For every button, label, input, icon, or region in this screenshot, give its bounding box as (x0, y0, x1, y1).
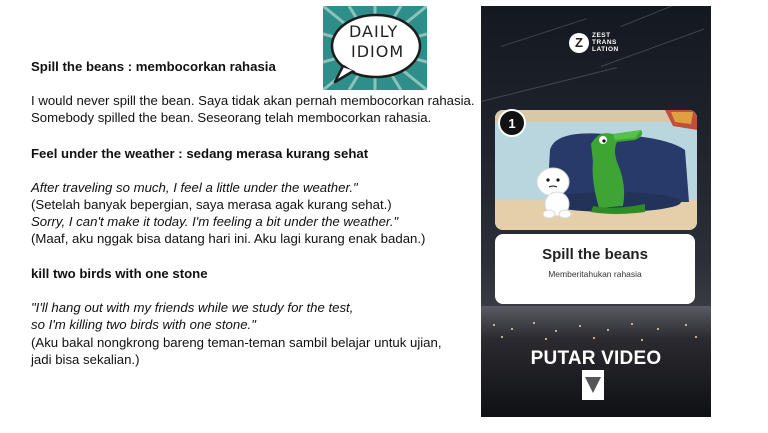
idiom-card (495, 234, 695, 304)
play-video-button[interactable] (582, 370, 604, 400)
city-light (555, 330, 557, 332)
meteor-streak (481, 67, 617, 102)
brand-name-line: LATION (592, 46, 619, 53)
brand-name-line: TRANS (592, 39, 617, 46)
play-video-label[interactable]: PUTAR VIDEO (530, 348, 662, 369)
idiom3-translation-2: jadi bisa sekalian.) (31, 352, 140, 367)
brand-mark-icon: Z (569, 33, 589, 53)
idiom2-translation-2: (Maaf, aku nggak bisa datang hari ini. Aku lagi kurang enak badan.) (31, 231, 426, 246)
city-light (593, 337, 595, 339)
city-light (607, 329, 609, 331)
logo-text-daily: DAILY (349, 22, 399, 41)
daily-idiom-logo (323, 6, 427, 90)
idiom2-heading: Feel under the weather : sedang merasa kurang sehat (31, 146, 369, 161)
meteor-streak (621, 6, 705, 27)
city-light (685, 324, 687, 326)
video-panel (481, 6, 711, 417)
city-light (493, 324, 495, 326)
play-triangle-icon (584, 375, 602, 395)
idiom1-heading: Spill the beans : membocorkan rahasia (31, 59, 276, 74)
cartoon-illustration (495, 110, 697, 230)
step-number-badge: 1 (498, 109, 526, 137)
idiom1-example-2: Somebody spilled the bean. Seseorang telah membocorkan rahasia. (31, 110, 432, 125)
card-subtitle: Memberitahukan rahasia (548, 269, 642, 279)
city-light (545, 338, 547, 340)
idiom3-translation-1: (Aku bakal nongkrong bareng teman-teman sambil belajar untuk ujian, (31, 335, 442, 350)
city-light (511, 328, 513, 330)
idiom3-example-1: "I'll hang out with my friends while we study for the test, (31, 300, 354, 315)
idiom3-example-2: so I'm killing two birds with one stone." (31, 317, 256, 332)
brand-name-line: ZEST (592, 32, 611, 39)
logo-text-idiom: IDIOM (351, 42, 405, 61)
idiom2-translation-1: (Setelah banyak bepergian, saya merasa agak kurang sehat.) (31, 197, 392, 212)
idiom3-heading: kill two birds with one stone (31, 266, 208, 281)
idiom2-example-2: Sorry, I can't make it today. I'm feeling a bit under the weather." (31, 214, 399, 229)
city-light (657, 328, 659, 330)
city-light (579, 325, 581, 327)
city-light (501, 336, 503, 338)
card-title: Spill the beans (542, 246, 648, 263)
city-light (631, 323, 633, 325)
brand-logo (569, 32, 619, 53)
city-light (641, 339, 643, 341)
idiom1-example-1: I would never spill the bean. Saya tidak akan pernah membocorkan rahasia. (31, 93, 475, 108)
city-light (695, 336, 697, 338)
idiom2-example-1: After traveling so much, I feel a little under the weather." (31, 180, 358, 195)
city-light (533, 322, 535, 324)
brand-name (592, 32, 619, 53)
